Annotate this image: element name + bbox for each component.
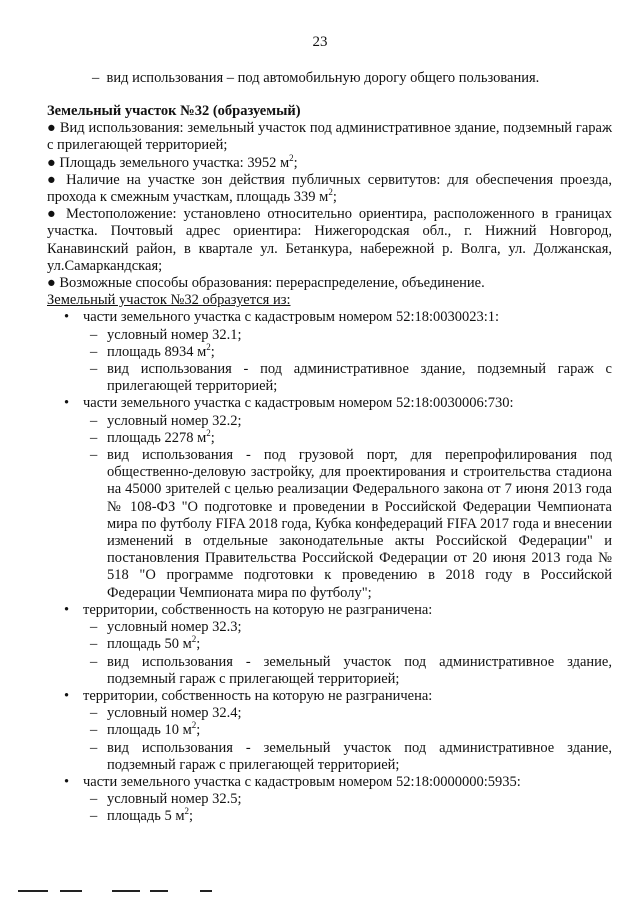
dash-marker: –: [90, 429, 98, 446]
dash-marker: –: [90, 636, 98, 653]
part-area: [47, 722, 612, 739]
part-usage-text: вид использования - земельный участок под административное здание, подземный гараж с прилегающей территорией;: [107, 653, 612, 687]
bullet-icon: ●: [47, 275, 60, 292]
dash-marker: –: [90, 619, 98, 636]
dash-marker: –: [90, 412, 98, 429]
location-bullet: [47, 206, 612, 275]
bullet-icon: •: [64, 773, 70, 790]
part-area-text: площадь 50 м: [107, 636, 192, 653]
part-title-text: части земельного участка с кадастровым номером 52:18:0030006:730:: [83, 395, 514, 412]
part-item: [47, 774, 612, 826]
dash-marker: –: [90, 447, 98, 464]
part-number-text: условный номер 32.5;: [107, 791, 242, 808]
bottom-edge-marks: [0, 890, 640, 896]
part-usage-text: вид использования - под грузовой порт, для перепрофилирования под общественно-деловую застройку, для проектирования и строительства стадиона на 45000 зрителей с целью реализации Федерального закона от 7 июня 2013 года № 108-ФЗ "О подготовке и проведении в Российской Федерации Чемпионата мира по футболу FIFA 2018 года, Кубка конфедераций FIFA 2017 года и внесении изменений в отдельные законодательные акты Российской Федерации" и постановления Правительства Российской Федерации от 20 июня 2013 года № 518 "О программе подготовки к проведению в 2018 году в Российской Федерации Чемпионата мира по футболу";: [107, 447, 612, 601]
bullet-icon: ●: [47, 120, 60, 137]
part-area-end: ;: [196, 722, 201, 739]
part-item: [47, 688, 612, 774]
easements-superscript: 2: [328, 187, 333, 198]
part-usage: [47, 654, 612, 688]
part-usage-text: вид использования - земельный участок под административное здание, подземный гараж с прилегающей территорией;: [107, 739, 612, 773]
part-area-text: площадь 10 м: [107, 722, 192, 739]
part-area-text: площадь 5 м: [107, 808, 185, 825]
part-title: [47, 688, 612, 705]
part-number: [47, 413, 612, 430]
parts-list: [47, 309, 612, 825]
dash-marker: –: [90, 705, 98, 722]
part-area: [47, 427, 612, 447]
part-item: [47, 309, 612, 395]
section-title: Земельный участок №32 (образуемый): [47, 103, 301, 119]
dash-marker: –: [90, 326, 98, 343]
list-item-text: вид использования – под автомобильную дорогу общего пользования.: [106, 70, 540, 86]
part-area-superscript: 2: [206, 427, 211, 438]
dash-marker: –: [90, 722, 98, 739]
part-area-superscript: 2: [191, 634, 197, 645]
dash-marker: –: [90, 361, 98, 378]
dash-marker: –: [90, 739, 98, 756]
usage-text: Вид использования: земельный участок под административное здание, подземный гараж с прилегающей территорией;: [47, 120, 613, 154]
bullet-icon: •: [64, 601, 70, 618]
area-superscript: 2: [289, 152, 294, 163]
location-text: Местоположение: установлено относительно ориентира, расположенного в границах участка. Почтовый адрес ориентира: Нижегородская обл., г. Нижний Новгород, Канавинский район, в квартале ул. Бетанкура, набережной р. Волга, ул. Должанская, ул.Самаркандская;: [47, 206, 612, 274]
area-text: Площадь земельного участка: 3952 м: [59, 154, 290, 171]
part-title-text: части земельного участка с кадастровым номером 52:18:0030023:1:: [83, 309, 500, 326]
part-item: [47, 395, 612, 601]
dash-marker: –: [90, 808, 98, 825]
bullet-icon: •: [64, 309, 70, 326]
part-title: [47, 602, 612, 619]
usage-bullet: [47, 120, 612, 154]
dash-marker: –: [90, 343, 98, 360]
part-usage: [47, 361, 612, 395]
part-title: [47, 774, 612, 791]
list-item: [92, 70, 539, 87]
bullet-icon: •: [64, 687, 70, 704]
methods-bullet: [47, 275, 612, 292]
formed-from-heading: Земельный участок №32 образуется из:: [47, 292, 291, 309]
part-area: [47, 636, 612, 653]
part-number: [47, 705, 612, 722]
part-area-superscript: 2: [206, 341, 211, 352]
part-area-end: ;: [210, 429, 215, 446]
area-bullet: [47, 152, 612, 172]
bullet-icon: ●: [47, 206, 67, 223]
part-title-text: территории, собственность на которую не разграничена:: [83, 687, 433, 704]
dash-marker: –: [90, 653, 98, 670]
part-usage: [47, 740, 612, 774]
part-area-end: ;: [196, 636, 201, 653]
part-usage: [47, 447, 612, 602]
part-number-text: условный номер 32.4;: [107, 705, 242, 722]
dash-marker: –: [92, 70, 107, 86]
part-title: [47, 309, 612, 326]
area-end: ;: [293, 154, 298, 171]
part-title-text: части земельного участка с кадастровым номером 52:18:0000000:5935:: [83, 773, 521, 790]
part-area-superscript: 2: [184, 806, 190, 817]
part-area-end: ;: [210, 343, 215, 360]
part-number-text: условный номер 32.1;: [107, 326, 242, 343]
bullet-icon: •: [64, 395, 70, 412]
part-area-text: площадь 2278 м: [107, 429, 207, 446]
part-area-end: ;: [189, 808, 194, 825]
easements-text: Наличие на участке зон действия публичных сервитутов: для обеспечения проезда, прохода к смежным участкам, площадь 339 м: [47, 171, 612, 206]
part-area-superscript: 2: [191, 720, 197, 731]
part-number: [47, 327, 612, 344]
bullet-icon: ●: [47, 171, 67, 188]
dash-marker: –: [90, 791, 98, 808]
easements-end: ;: [332, 189, 337, 206]
part-title-text: территории, собственность на которую не разграничена:: [83, 601, 433, 618]
bullet-icon: ●: [47, 154, 60, 171]
page-number: 23: [312, 34, 328, 50]
part-item: [47, 602, 612, 688]
methods-text: Возможные способы образования: перераспределение, объединение.: [59, 275, 485, 292]
easements-bullet: [47, 172, 612, 206]
part-number-text: условный номер 32.3;: [107, 619, 242, 636]
part-title: [47, 395, 612, 412]
part-number-text: условный номер 32.2;: [107, 412, 242, 429]
part-number: [47, 791, 612, 808]
part-area: [47, 808, 612, 825]
part-area-text: площадь 8934 м: [107, 343, 207, 360]
part-usage-text: вид использования - под административное здание, подземный гараж с прилегающей территорией;: [107, 361, 612, 395]
document-body: [47, 103, 612, 826]
part-area: [47, 341, 612, 361]
part-number: [47, 619, 612, 636]
